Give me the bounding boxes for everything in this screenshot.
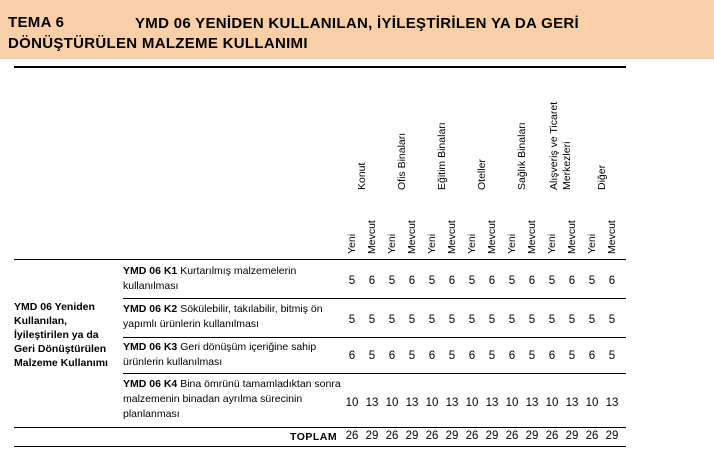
theme-label: TEMA 6 (8, 14, 65, 31)
building-type-header: Sağlık Binaları (516, 122, 528, 190)
score-cell: 6 (548, 350, 556, 362)
score-cell: 5 (468, 314, 476, 326)
row-divider (123, 337, 626, 338)
score-cell: 6 (408, 275, 416, 287)
total-cell: 26 (585, 430, 599, 442)
row-divider (123, 373, 626, 374)
score-cell: 5 (388, 275, 396, 287)
total-cell: 29 (565, 430, 579, 442)
score-cell: 10 (345, 397, 359, 409)
criterion-text: Bina ömrünü tamamladıktan sonra malzemenin binadan ayrılma sürecinin planlanması (123, 378, 341, 420)
score-cell: 6 (568, 275, 576, 287)
score-cell: 5 (348, 314, 356, 326)
score-cell: 5 (488, 314, 496, 326)
total-cell: 29 (525, 430, 539, 442)
score-cell: 5 (568, 350, 576, 362)
theme-title-bar (0, 0, 714, 59)
score-cell: 13 (405, 397, 419, 409)
score-cell: 6 (368, 275, 376, 287)
score-cell: 13 (365, 397, 379, 409)
score-cell: 5 (588, 275, 596, 287)
total-cell: 26 (425, 430, 439, 442)
score-cell: 5 (408, 314, 416, 326)
sub-header-yeni: Yeni (586, 233, 598, 254)
score-cell: 13 (565, 397, 579, 409)
bottom-rule (14, 446, 626, 447)
score-cell: 5 (588, 314, 596, 326)
sub-header-yeni: Yeni (426, 233, 438, 254)
total-cell: 26 (465, 430, 479, 442)
score-cell: 5 (568, 314, 576, 326)
score-cell: 5 (508, 314, 516, 326)
theme-cell: YMD 06 Yeniden Kullanılan, İyileştirilen ya da Geri Dönüştürülen Malzeme Kullanımı (14, 301, 108, 369)
score-cell: 13 (485, 397, 499, 409)
total-label: TOPLAM (290, 431, 338, 443)
score-cell: 6 (388, 350, 396, 362)
sub-header-mevcut: Mevcut (366, 220, 378, 254)
score-cell: 5 (508, 275, 516, 287)
row-divider (14, 427, 626, 428)
score-cell: 13 (525, 397, 539, 409)
score-cell: 5 (548, 275, 556, 287)
score-cell: 6 (428, 350, 436, 362)
score-cell: 5 (608, 314, 616, 326)
sub-header-yeni: Yeni (506, 233, 518, 254)
building-type-header: Oteller (476, 159, 488, 190)
criterion-text: Geri dönüşüm içeriğine sahip ürünlerin kullanılması (123, 341, 317, 368)
total-cell: 29 (405, 430, 419, 442)
sub-header-mevcut: Mevcut (606, 220, 618, 254)
score-cell: 10 (505, 397, 519, 409)
score-cell: 10 (385, 397, 399, 409)
score-cell: 6 (588, 350, 596, 362)
top-rule (14, 66, 626, 68)
criterion-code: YMD 06 K3 (123, 341, 178, 353)
building-type-header: Ofis Binaları (396, 132, 408, 190)
score-cell: 5 (448, 314, 456, 326)
score-cell: 5 (608, 350, 616, 362)
score-cell: 5 (468, 275, 476, 287)
criterion-title: YMD 06 YENİDEN KULLANILAN, İYİLEŞTİRİLEN YA DA GERİ DÖNÜŞTÜRÜLEN MALZEME KULLANIMI (8, 15, 579, 52)
score-cell: 10 (465, 397, 479, 409)
header-bottom-rule (14, 259, 626, 260)
sub-header-yeni: Yeni (466, 233, 478, 254)
score-cell: 5 (528, 350, 536, 362)
building-type-header: Alışveriş ve Ticaret Merkezleri (548, 101, 573, 190)
score-cell: 5 (368, 350, 376, 362)
score-cell: 6 (448, 275, 456, 287)
score-cell: 5 (488, 350, 496, 362)
sub-header-mevcut: Mevcut (406, 220, 418, 254)
score-cell: 10 (545, 397, 559, 409)
criterion-code: YMD 06 K4 (123, 378, 178, 390)
score-cell: 5 (448, 350, 456, 362)
score-cell: 5 (388, 314, 396, 326)
sub-header-yeni: Yeni (346, 233, 358, 254)
total-cell: 26 (505, 430, 519, 442)
score-cell: 6 (468, 350, 476, 362)
score-cell: 6 (528, 275, 536, 287)
score-cell: 6 (508, 350, 516, 362)
criterion-row-label (123, 377, 343, 422)
total-cell: 26 (345, 430, 359, 442)
score-cell: 5 (548, 314, 556, 326)
total-cell: 26 (545, 430, 559, 442)
criterion-row-label (123, 302, 343, 332)
criterion-text: Sökülebilir, takılabilir, bitmiş ön yapımlı ürünlerin kullanılması (123, 303, 323, 330)
building-type-header: Konut (356, 162, 368, 190)
total-cell: 29 (605, 430, 619, 442)
sub-header-mevcut: Mevcut (566, 220, 578, 254)
score-cell: 6 (348, 350, 356, 362)
score-cell: 6 (488, 275, 496, 287)
score-cell: 5 (408, 350, 416, 362)
score-cell: 6 (608, 275, 616, 287)
total-cell: 29 (365, 430, 379, 442)
sub-header-mevcut: Mevcut (526, 220, 538, 254)
total-cell: 26 (385, 430, 399, 442)
building-type-header: Eğitim Binaları (436, 122, 448, 190)
score-cell: 5 (428, 275, 436, 287)
score-cell: 13 (605, 397, 619, 409)
sub-header-yeni: Yeni (546, 233, 558, 254)
score-cell: 13 (445, 397, 459, 409)
criterion-code: YMD 06 K1 (123, 265, 178, 277)
criterion-row-label (123, 340, 343, 370)
sub-header-mevcut: Mevcut (486, 220, 498, 254)
criterion-text: Kurtarılmış malzemelerin kullanılması (123, 265, 297, 292)
score-cell: 10 (585, 397, 599, 409)
score-cell: 5 (528, 314, 536, 326)
criterion-row-label (123, 264, 343, 294)
building-type-header: Diğer (596, 164, 608, 190)
sub-header-mevcut: Mevcut (446, 220, 458, 254)
score-cell: 5 (368, 314, 376, 326)
total-cell: 29 (445, 430, 459, 442)
total-cell: 29 (485, 430, 499, 442)
criterion-code: YMD 06 K2 (123, 303, 178, 315)
row-divider (123, 298, 626, 299)
score-cell: 5 (348, 275, 356, 287)
sub-header-yeni: Yeni (386, 233, 398, 254)
score-cell: 5 (428, 314, 436, 326)
score-cell: 10 (425, 397, 439, 409)
